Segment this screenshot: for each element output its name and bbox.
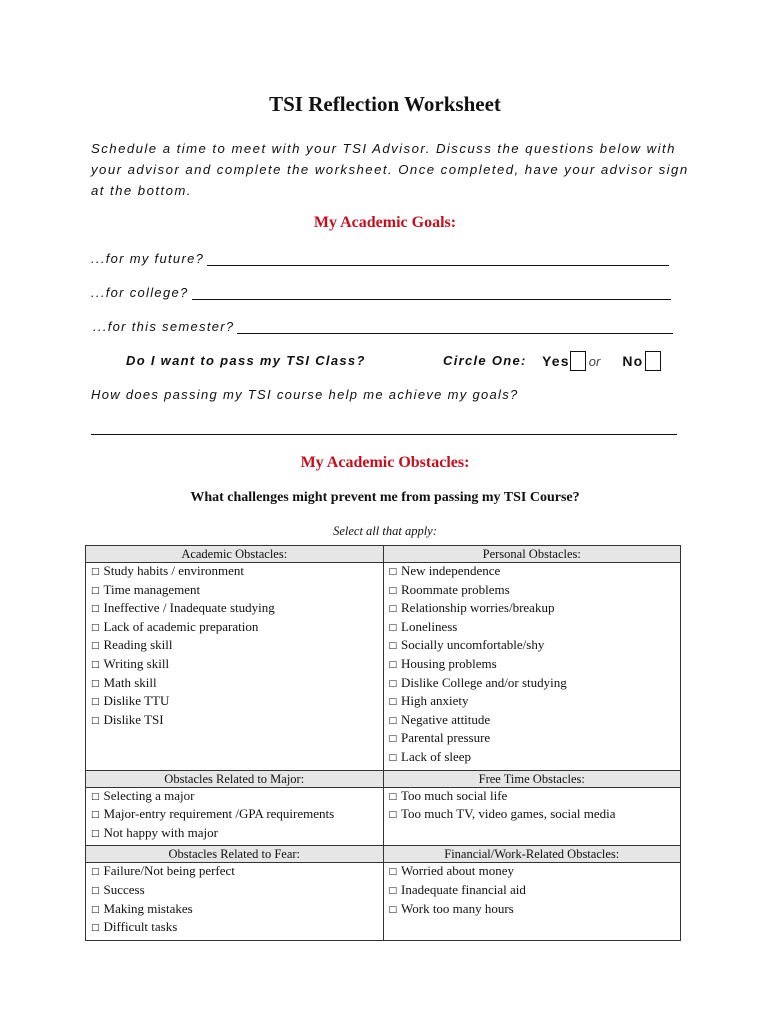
checkbox-icon[interactable]: □ [91,641,100,652]
no-checkbox[interactable] [645,351,661,371]
checkbox-icon[interactable]: □ [388,585,398,596]
obstacle-option[interactable] [389,675,681,694]
obstacle-option-label: Difficult tasks [103,919,178,935]
checkbox-icon[interactable]: □ [388,567,398,577]
no-label: No [622,353,644,369]
obstacle-option[interactable] [389,806,681,825]
goal-future-row [91,251,669,266]
obstacle-option[interactable] [389,619,681,638]
obstacle-option-label: Relationship worries/breakup [401,600,555,616]
checkbox-icon[interactable]: □ [388,791,398,802]
obstacle-option-label: Parental pressure [401,730,491,746]
checkbox-icon[interactable]: □ [388,697,398,708]
obstacle-option-label: Making mistakes [103,900,193,916]
obstacle-option[interactable] [91,619,383,638]
obstacle-option-label: Socially uncomfortable/shy [401,637,545,653]
obstacle-option-label: Inadequate financial aid [401,881,526,897]
obstacle-option[interactable] [389,656,681,675]
free-time-obstacles-list [383,787,681,846]
intro-instructions: Schedule a time to meet with your TSI Advisor. Discuss the questions below with your advisor and complete the worksheet. Once completed, have your advisor sign at the bottom. [91,141,689,198]
obstacle-option-label: Lack of sleep [401,748,472,764]
checkbox-icon[interactable]: □ [388,810,398,821]
obstacle-option-label: Reading skill [103,637,173,653]
checkbox-icon[interactable]: □ [91,659,100,670]
obstacle-option-label: Major-entry requirement /GPA requirements [103,806,335,822]
goal-semester-label: ...for this semester? [93,319,235,334]
obstacle-option[interactable] [389,788,681,807]
checkbox-icon[interactable]: □ [388,885,398,896]
obstacle-option[interactable] [91,563,383,582]
academic-obstacles-list [86,563,384,771]
obstacle-option-label: Ineffective / Inadequate studying [103,600,275,616]
obstacle-option-label: Writing skill [103,655,170,671]
checkbox-icon[interactable]: □ [91,567,100,577]
personal-obstacles-list [383,563,681,771]
pass-question: Do I want to pass my TSI Class? [126,353,366,368]
checkbox-icon[interactable]: □ [388,867,398,878]
yes-no-choice [542,351,661,371]
goal-college-row [91,285,671,300]
obstacle-option[interactable] [91,863,383,882]
or-label: or [588,353,601,369]
obstacle-option[interactable] [91,806,383,825]
obstacle-option-label: Loneliness [401,618,458,634]
obstacle-option-label: Work too many hours [401,900,514,916]
select-all-note: Select all that apply: [333,524,437,538]
checkbox-icon[interactable]: □ [91,715,100,726]
goal-semester-answer-line[interactable] [237,321,673,334]
obstacle-option-label: Housing problems [401,655,497,671]
obstacle-option-label: Too much social life [401,787,508,803]
checkbox-icon[interactable]: □ [388,659,398,670]
checkbox-icon[interactable]: □ [91,604,100,615]
obstacle-option[interactable] [389,882,681,901]
checkbox-icon[interactable]: □ [388,904,398,915]
obstacle-option[interactable] [91,582,383,601]
checkbox-icon[interactable]: □ [388,641,398,652]
worksheet-title: TSI Reflection Worksheet [269,92,501,116]
checkbox-icon[interactable]: □ [91,622,100,633]
fear-obstacles-header: Obstacles Related to Fear: [86,846,384,863]
obstacle-option-label: Time management [103,581,201,597]
obstacle-option[interactable] [389,600,681,619]
free-time-obstacles-header: Free Time Obstacles: [383,770,681,787]
obstacle-option-label: Success [103,881,145,897]
checkbox-icon[interactable]: □ [91,697,100,708]
obstacle-option[interactable] [389,901,681,920]
obstacle-option[interactable] [389,693,681,712]
checkbox-icon[interactable]: □ [91,904,100,915]
academic-obstacles-heading: My Academic Obstacles: [300,454,470,471]
obstacle-option-label: Failure/Not being perfect [103,863,235,879]
checkbox-icon[interactable]: □ [388,734,398,745]
help-question: How does passing my TSI course help me achieve my goals? [91,387,519,402]
obstacle-option-label: Math skill [103,674,157,690]
goal-future-label: ...for my future? [91,251,205,266]
academic-goals-heading: My Academic Goals: [313,214,457,231]
obstacle-option-label: Lack of academic preparation [103,618,259,634]
checkbox-icon[interactable]: □ [91,678,100,689]
obstacle-option-label: Not happy with major [103,824,218,840]
obstacle-option[interactable] [91,919,383,938]
goal-college-answer-line[interactable] [192,287,671,300]
major-obstacles-header: Obstacles Related to Major: [86,770,384,787]
yes-checkbox[interactable] [570,351,586,371]
obstacle-option-label: Dislike TTU [103,693,170,709]
fear-obstacles-list [86,863,384,940]
obstacle-option[interactable] [389,637,681,656]
obstacle-option[interactable] [389,563,681,582]
obstacle-option-label: Roommate problems [401,581,510,597]
obstacle-option[interactable] [91,882,383,901]
help-answer-line[interactable] [91,434,677,435]
obstacle-option[interactable] [389,730,681,749]
obstacles-table [85,545,681,941]
obstacle-option[interactable] [91,825,383,844]
checkbox-icon[interactable]: □ [388,622,398,633]
obstacle-option[interactable] [389,749,681,768]
obstacle-option[interactable] [91,712,383,731]
checkbox-icon[interactable]: □ [388,752,398,763]
obstacle-option[interactable] [91,693,383,712]
obstacle-option[interactable] [91,675,383,694]
obstacle-option[interactable] [389,863,681,882]
checkbox-icon[interactable]: □ [91,885,100,896]
checkbox-icon[interactable]: □ [91,828,100,839]
checkbox-icon[interactable]: □ [91,867,100,878]
obstacle-option-label: Selecting a major [103,787,195,803]
obstacle-option[interactable] [91,901,383,920]
checkbox-icon[interactable]: □ [388,678,398,689]
checkbox-icon[interactable]: □ [91,791,100,802]
financial-obstacles-header: Financial/Work-Related Obstacles: [383,846,681,863]
obstacle-option-label: Study habits / environment [103,563,244,578]
obstacle-option-label: New independence [401,563,501,578]
goal-future-answer-line[interactable] [207,253,669,266]
obstacle-option-label: Too much TV, video games, social media [401,806,616,822]
obstacle-option-label: Negative attitude [401,711,491,727]
goal-semester-row [93,319,673,334]
obstacle-option[interactable] [91,788,383,807]
major-obstacles-list [86,787,384,846]
obstacle-option[interactable] [389,712,681,731]
academic-obstacles-header: Academic Obstacles: [86,546,384,563]
checkbox-icon[interactable]: □ [388,715,398,726]
circle-one-label: Circle One: [443,353,527,368]
obstacle-option[interactable] [91,600,383,619]
checkbox-icon[interactable]: □ [91,810,100,821]
obstacle-option[interactable] [389,582,681,601]
obstacle-option[interactable] [91,656,383,675]
obstacle-option-label: Dislike College and/or studying [401,674,567,690]
checkbox-icon[interactable]: □ [388,604,398,615]
personal-obstacles-header: Personal Obstacles: [383,546,681,563]
obstacle-option-label: Worried about money [401,863,515,879]
obstacle-option[interactable] [91,637,383,656]
challenge-question: What challenges might prevent me from passing my TSI Course? [190,490,580,505]
financial-obstacles-list [383,863,681,940]
checkbox-icon[interactable]: □ [91,585,100,596]
yes-label: Yes [542,353,570,369]
obstacle-option-label: High anxiety [401,693,469,709]
goal-college-label: ...for college? [91,285,189,300]
checkbox-icon[interactable]: □ [91,923,100,934]
obstacle-option-label: Dislike TSI [103,711,164,727]
